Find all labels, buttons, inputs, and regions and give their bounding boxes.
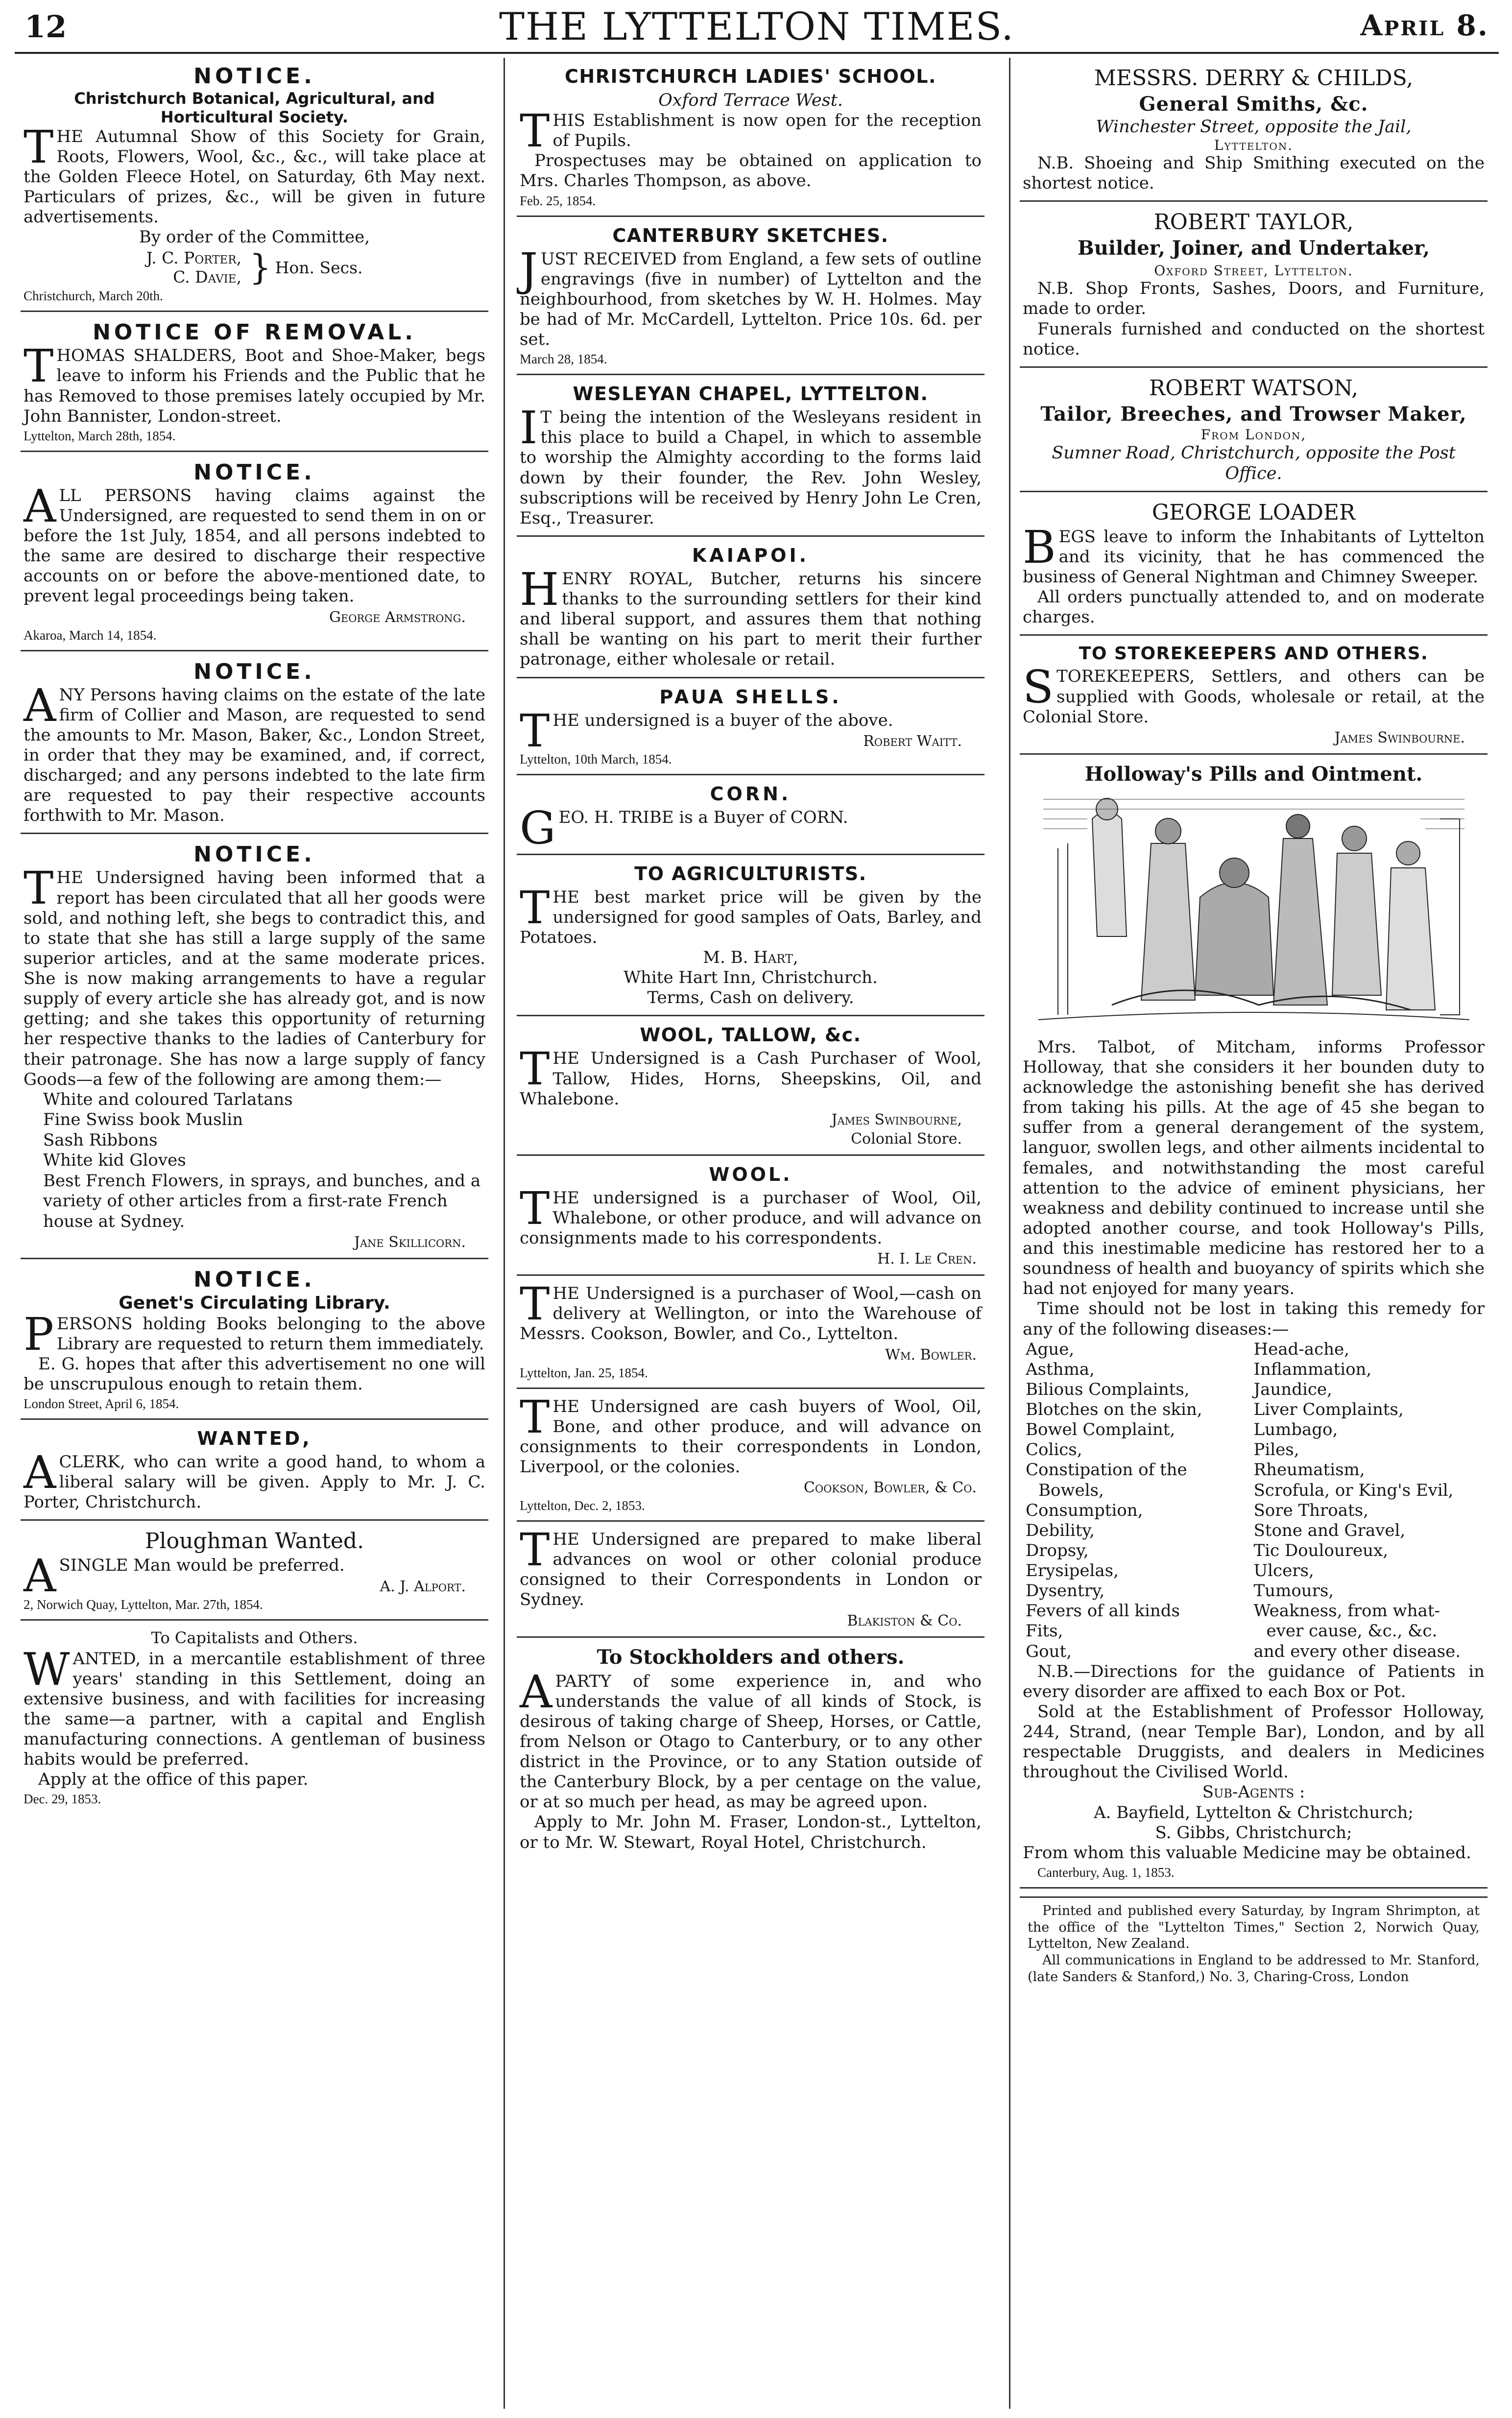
ad-from: From London, (1200, 426, 1307, 443)
ad-body (520, 881, 982, 948)
ad-trade: Builder, Joiner, and Undertaker, (1077, 237, 1430, 260)
ad-paua-shells (517, 686, 984, 775)
ad-order-line: By order of the Committee, (139, 227, 370, 247)
ad-wool-bowler (517, 1278, 984, 1389)
ad-heading: MESSRS. DERRY & CHILDS, (1094, 66, 1414, 91)
ad-body (24, 1446, 485, 1512)
list-item: White and coloured Tarlatans (43, 1089, 293, 1109)
ad-body (1023, 661, 1485, 727)
list-item: Dysentry, (1026, 1581, 1105, 1601)
column-divider (504, 58, 505, 2409)
sub-agent: A. Bayfield, Lyttelton & Christchurch; (1094, 1802, 1414, 1822)
ad-canterbury-sketches (517, 225, 984, 376)
list-item: ever cause, &c., &c. (1266, 1621, 1438, 1641)
ad-body (520, 1182, 982, 1248)
ad-body (520, 105, 982, 157)
ad-kaiapoi (517, 545, 984, 678)
list-item: Fevers of all kinds (1026, 1601, 1180, 1621)
ad-heading: WANTED, (197, 1428, 312, 1449)
ad-cookson-bowler (517, 1390, 984, 1522)
secs-label: Hon. Secs. (275, 258, 363, 277)
ad-text: LL PERSONS having claims against the Undersigned, are requested to send them in on or before the 1st July, 1854, and all persons indebted to the same are desired to discharge their respective accounts on or before the above-mentioned date, to prevent legal proceedings being taken. (24, 485, 485, 606)
ad-body (24, 1643, 485, 1770)
imprint-england-agent: All communications in England to be addressed to Mr. Stanford, (late Sanders & Stanford,) No. 3, Charing-Cross, London (1028, 1953, 1480, 1985)
disease-column-left (1026, 1340, 1254, 1662)
ad-text: ENRY ROYAL, Butcher, returns his sincere thanks to the surrounding settlers for their kind and liberal support, and assures them that nothing shall be wanting on his part to merit their further patronage, either wholesale or retail. (520, 569, 982, 670)
engraving-illustration (1038, 790, 1469, 1029)
column-3 (1020, 64, 1488, 2395)
ad-heading: KAIAPOI. (692, 544, 810, 566)
list-item: Ulcers, (1253, 1561, 1314, 1580)
ad-dateline: London Street, April 6, 1854. (24, 1396, 179, 1411)
ad-dateline: Lyttelton, Dec. 2, 1853. (520, 1498, 645, 1513)
ad-text: HE Undersigned is a purchaser of Wool,—cash on delivery at Wellington, or into the Warehouse of Messrs. Cookson, Bowler, and Co., Lyttelton. (520, 1284, 982, 1344)
ad-dateline: Lyttelton, March 28th, 1854. (24, 428, 176, 443)
drop-cap: T (520, 1043, 550, 1096)
ad-heading: NOTICE. (193, 459, 315, 485)
ad-text: EO. H. TRIBE is a Buyer of CORN. (558, 807, 848, 827)
ad-heading: NOTICE OF REMOVAL. (93, 320, 416, 345)
drop-cap: A (24, 1550, 56, 1603)
ad-body-2: Time should not be lost in taking this remedy for any of the following diseases:— (1023, 1299, 1485, 1339)
masthead-rule (15, 52, 1499, 54)
ad-heading: NOTICE. (193, 64, 315, 89)
list-item: Colics, (1026, 1440, 1082, 1460)
issue-date: April 8. (1360, 9, 1489, 42)
ad-derry-childs (1020, 66, 1488, 202)
ad-signer: Robert Waitt. (863, 732, 962, 750)
list-item: Scrofula, or King's Evil, (1253, 1480, 1454, 1500)
ad-dateline: Akaroa, March 14, 1854. (24, 627, 157, 643)
ad-body (520, 1043, 982, 1109)
hon-secs (24, 248, 485, 287)
ad-body (24, 479, 485, 607)
disease-list (1023, 1340, 1485, 1662)
ad-town: Lyttelton. (1214, 137, 1294, 153)
list-item: Fits, (1026, 1621, 1063, 1641)
drop-cap: S (1023, 661, 1054, 714)
ad-signer: Jane Skillicorn. (354, 1234, 466, 1251)
sec-name: C. Davie, (173, 267, 242, 287)
ad-address: Oxford Street, Lyttelton. (1154, 263, 1353, 279)
ad-body-2: Funerals furnished and conducted on the shortest notice. (1023, 319, 1485, 359)
list-item: Inflammation, (1253, 1359, 1372, 1379)
list-item: Blotches on the skin, (1026, 1400, 1202, 1419)
drop-cap: I (520, 402, 538, 455)
ad-body (520, 402, 982, 528)
ad-to-storekeepers (1020, 644, 1488, 754)
list-item: Weakness, from what- (1253, 1601, 1440, 1621)
ad-body (24, 120, 485, 228)
ad-george-loader (1020, 500, 1488, 636)
sub-agent: S. Gibbs, Christchurch; (1155, 1822, 1352, 1843)
masthead (15, 0, 1499, 54)
ad-signer: H. I. Le Cren. (877, 1250, 977, 1268)
list-item: Bowel Complaint, (1026, 1420, 1176, 1440)
ad-wool-le-cren (517, 1164, 984, 1276)
drop-cap: T (520, 105, 550, 157)
ad-text: CLERK, who can write a good hand, to whom a liberal salary will be given. Apply to Mr. J. C. Porter, Christchurch. (24, 1452, 485, 1512)
list-item: Head-ache, (1253, 1339, 1349, 1359)
ad-dateline: March 28, 1854. (520, 352, 607, 367)
list-item: Sore Throats, (1253, 1500, 1368, 1520)
drop-cap: P (24, 1308, 54, 1361)
ad-signer-place: Colonial Store. (851, 1130, 962, 1148)
list-item: Bowels, (1038, 1480, 1104, 1500)
ad-wool-tallow (517, 1024, 984, 1155)
ad-text: PARTY of some experience in, and who understands the value of all kinds of Stock, is desirous of taking charge of Sheep, Horses, or Cattle, from Nelson or Otago to Canterbury, or to any other district in the Province, or to any Station outside of the Canterbury Block, by a per centage on the value, or at so much per head, as may be agreed upon. (520, 1671, 982, 1812)
imprint-publisher: Printed and published every Saturday, by Ingram Shrimpton, at the office of the "Lyttelton Times," Section 2, Norwich Quay, Lyttelton, New Zealand. (1028, 1903, 1480, 1952)
ad-body (24, 340, 485, 427)
ad-trade: General Smiths, &c. (1139, 93, 1368, 116)
ad-dateline: Feb. 25, 1854. (520, 193, 596, 208)
ad-subheading: Genet's Circulating Library. (119, 1293, 390, 1314)
ad-address: Sumner Road, Christchurch, opposite the Post Office. (1052, 443, 1456, 483)
imprint (1020, 1896, 1488, 1992)
ad-body (520, 1524, 982, 1610)
ad-to-agriculturists (517, 863, 984, 1017)
ad-body-2: Prospectuses may be obtained on application to Mrs. Charles Thompson, as above. (520, 151, 982, 191)
ad-wanted-clerk (21, 1428, 488, 1521)
ad-armstrong-notice (21, 460, 488, 651)
list-item: Gout, (1026, 1641, 1072, 1661)
ad-dateline: 2, Norwich Quay, Lyttelton, Mar. 27th, 1854. (24, 1597, 263, 1612)
list-item: Piles, (1253, 1440, 1299, 1460)
ad-heading: WOOL, TALLOW, &c. (640, 1024, 862, 1046)
ad-heading: NOTICE. (193, 659, 315, 684)
ad-collier-mason-notice (21, 659, 488, 835)
drop-cap: T (520, 1390, 550, 1443)
ad-body (520, 801, 982, 854)
ad-nb: N.B.—Directions for the guidance of Patients in every disorder are affixed to each Box or Pot. (1023, 1661, 1485, 1701)
ad-signer: Cookson, Bowler, & Co. (803, 1479, 977, 1496)
ad-body (520, 1390, 982, 1478)
disease-column-right (1254, 1340, 1482, 1662)
ad-text: HE Undersigned is a Cash Purchaser of Wool, Tallow, Hides, Horns, Sheepskins, Oil, and Whalebone. (520, 1049, 982, 1109)
drop-cap: T (24, 862, 54, 915)
ad-text: HE Undersigned are prepared to make liberal advances on wool or other colonial produce consigned to their Correspondents in London or Sydney. (520, 1530, 982, 1610)
ad-heading: CORN. (710, 783, 792, 805)
drop-cap: A (24, 479, 56, 532)
drop-cap: G (520, 801, 556, 854)
ad-heading: NOTICE. (193, 842, 315, 867)
sub-agents-label: Sub-Agents : (1202, 1782, 1305, 1802)
ad-signer: Wm. Bowler. (885, 1346, 977, 1364)
ad-holloways-pills (1020, 763, 1488, 1889)
drop-cap: T (520, 704, 550, 757)
ad-signer: A. J. Alport. (380, 1578, 466, 1595)
drop-cap: T (24, 120, 54, 173)
ad-dateline: Canterbury, Aug. 1, 1853. (1037, 1865, 1175, 1880)
ad-text: HE Undersigned are cash buyers of Wool, Oil, Bone, and other produce, and will advance on consignments to their correspondents in London, Liverpool, or the colonies. (520, 1396, 982, 1477)
ad-from-whom: From whom this valuable Medicine may be obtained. (1023, 1843, 1471, 1863)
sec-names (146, 248, 245, 287)
ad-text: HE undersigned is a buyer of the above. (552, 710, 893, 730)
ad-text: NY Persons having claims on the estate of the late firm of Collier and Mason, are requested to send the amounts to Mr. Mason, Baker, &c., London Street, in order that they may be examined, and, if correct, discharged; and any persons indebted to the late firm are requested to pay their respective accounts forthwith to Mr. Mason. (24, 685, 485, 826)
drop-cap: B (1023, 521, 1056, 574)
ad-text: UST RECEIVED from England, a few sets of outline engravings (five in number) of Lyttelton and the neighbourhood, from sketches by W. H. Holmes. May be had of Mr. McCardell, Lyttelton. Price 10s. 6d. per set. (520, 249, 982, 349)
list-item: Debility, (1026, 1520, 1095, 1540)
ad-body (520, 243, 982, 350)
list-item: Best French Flowers, in sprays, and bunches, and a variety of other articles from a first-rate French house at Sydney. (43, 1171, 481, 1231)
ad-heading: ROBERT TAYLOR, (1153, 210, 1354, 235)
ad-heading: WOOL. (709, 1163, 792, 1185)
ad-heading: PAUA SHELLS. (659, 686, 842, 708)
ad-signer: M. B. Hart, (703, 948, 798, 967)
ad-body: N.B. Shop Fronts, Sashes, Doors, and Furniture, made to order. (1023, 279, 1485, 319)
list-item: and every other disease. (1253, 1641, 1461, 1661)
list-item: White kid Gloves (43, 1150, 186, 1171)
drop-cap: T (520, 1278, 550, 1331)
ad-signer: Blakiston & Co. (847, 1612, 962, 1629)
ad-heading: WESLEYAN CHAPEL, LYTTELTON. (573, 383, 929, 405)
column-2 (517, 64, 984, 2395)
drop-cap: W (24, 1643, 70, 1696)
ad-heading: GEORGE LOADER (1152, 500, 1356, 525)
drop-cap: T (24, 340, 54, 393)
list-item: Tic Douloureux, (1253, 1540, 1389, 1560)
ad-body: N.B. Shoeing and Ship Smithing executed on the shortest notice. (1023, 153, 1485, 193)
ad-notice-of-removal (21, 320, 488, 452)
list-item: Fine Swiss book Muslin (43, 1110, 243, 1130)
ad-signer: James Swinbourne. (1334, 729, 1465, 746)
drop-cap: H (520, 563, 559, 616)
ad-body-2: All orders punctually attended to, and on moderate charges. (1023, 587, 1485, 627)
ad-body (24, 1308, 485, 1361)
drop-cap: A (520, 1665, 552, 1718)
ad-text: SINGLE Man would be preferred. (59, 1556, 345, 1576)
ad-corn (517, 783, 984, 855)
ad-body-2: E. G. hopes that after this advertisement no one will be unscrupulous enough to retain them. (24, 1354, 485, 1394)
ad-terms: Terms, Cash on delivery. (647, 988, 854, 1008)
ad-text: HE Undersigned having been informed that a report has been circulated that all her goods were sold, and nothing left, she begs to contradict this, and to state that she has still a large supply of the same superior articles, and at the same moderate prices. She is now making arrangements to have a regular supply of every article she has already got, and is now getting; and she takes this opportunity of returning her respective thanks to the ladies of Canterbury for their patronage. She has now a large supply of fancy Goods—a few of the following are among them:— (24, 868, 485, 1089)
list-item: Bilious Complaints, (1026, 1379, 1190, 1399)
ad-text: HE undersigned is a purchaser of Wool, Oil, Whalebone, or other produce, and will advance on consignments made to his correspondents. (520, 1188, 982, 1248)
ad-ploughman-wanted (21, 1529, 488, 1620)
ad-dateline: Lyttelton, Jan. 25, 1854. (520, 1365, 648, 1380)
ad-to-capitalists (21, 1628, 488, 1814)
column-divider (1009, 58, 1010, 2409)
ad-heading: Ploughman Wanted. (144, 1529, 364, 1554)
page-number: 12 (24, 9, 67, 45)
ad-text: EGS leave to inform the Inhabitants of Lyttelton and its vicinity, that he has commenced the business of General Nightman and Chimney Sweeper. (1023, 527, 1485, 587)
ad-signer: James Swinbourne, (831, 1111, 962, 1128)
ad-body (24, 679, 485, 826)
ad-heading: NOTICE. (193, 1267, 315, 1293)
ad-dateline: Christchurch, March 20th. (24, 288, 163, 304)
ad-text: ANTED, in a mercantile establishment of three years' standing in this Settlement, doing an extensive business, and with facilities for increasing the same—a partner, with a capital and English manufacturing connections. A gentleman of business habits would be preferred. (24, 1649, 485, 1770)
ad-text: ERSONS holding Books belonging to the above Library are requested to return them immediately. (56, 1314, 485, 1354)
ad-genet-library (21, 1267, 488, 1420)
ad-body (520, 1278, 982, 1344)
ad-blakiston (517, 1524, 984, 1638)
testimonial: Mrs. Talbot, of Mitcham, informs Professor Holloway, that she considers it her bounden duty to acknowledge the astonishing benefit she has derived from taking his pills. At the age of 45 she began to suffer from a general derangement of the system, languor, swollen legs, and other ailments incidental to females, and notwithstanding the most careful attention to the advice of eminent physicians, her weakness and debility continued to increase until she adopted another course, and took Holloway's Pills, and this inestimable medicine has restored her to a soundness of health and buoyancy of spirits which she had not enjoyed for many years. (1023, 1037, 1485, 1299)
drop-cap: T (520, 1524, 550, 1576)
ad-body (1023, 521, 1485, 587)
list-item: Ague, (1026, 1339, 1075, 1359)
ad-text: HIS Establishment is now open for the reception of Pupils. (552, 111, 982, 151)
drop-cap: A (24, 679, 56, 732)
newspaper-title: THE LYTTELTON TIMES. (499, 5, 1015, 49)
ad-body (24, 862, 485, 1089)
ad-heading: TO STOREKEEPERS AND OTHERS. (1079, 644, 1429, 664)
ad-text: T being the intention of the Wesleyans resident in this place to build a Chapel, in which to assemble to worship the Almighty according to the forms laid down by their founder, the Rev. John Wesley, subscriptions will be received by Henry John Le Cren, Esq., Treasurer. (520, 407, 982, 528)
list-item: Sash Ribbons (43, 1130, 158, 1150)
ad-skillicorn-notice (21, 842, 488, 1259)
drop-cap: J (520, 243, 538, 296)
ad-subheading: Oxford Terrace West. (658, 91, 843, 110)
ad-text: HOMAS SHALDERS, Boot and Shoe-Maker, begs leave to inform his Friends and the Public that he has Removed to those premises lately occupied by Mr. John Bannister, London-street. (24, 346, 485, 426)
list-item: Constipation of the (1026, 1460, 1187, 1480)
ad-heading: Holloway's Pills and Ointment. (1084, 762, 1423, 786)
ad-heading: To Capitalists and Others. (151, 1628, 358, 1647)
list-item: Erysipelas, (1026, 1561, 1119, 1580)
list-item: Rheumatism, (1253, 1460, 1365, 1480)
ad-heading: To Stockholders and others. (597, 1645, 905, 1669)
ad-text: HE Autumnal Show of this Society for Grain, Roots, Flowers, Wool, &c., &c., will take place at the Golden Fleece Hotel, on Saturday, 6th May next. Particulars of prizes, &c., will be given in future advertisements. (24, 126, 485, 227)
list-item: Tumours, (1253, 1581, 1334, 1601)
ad-signer: George Armstrong. (329, 608, 466, 626)
ad-wesleyan-chapel (517, 383, 984, 537)
column-1 (21, 64, 488, 2395)
ad-robert-taylor (1020, 210, 1488, 368)
ad-dateline: Lyttelton, 10th March, 1854. (520, 751, 672, 766)
drop-cap: T (520, 881, 550, 934)
ad-trade: Tailor, Breeches, and Trowser Maker, (1040, 402, 1467, 426)
list-item: Stone and Gravel, (1253, 1520, 1406, 1540)
drop-cap: T (520, 1182, 550, 1235)
ad-subheading: Christchurch Botanical, Agricultural, and Horticultural Society. (74, 89, 435, 126)
list-item: Lumbago, (1253, 1420, 1338, 1440)
list-item: Jaundice, (1253, 1379, 1332, 1399)
ad-dateline: Dec. 29, 1853. (24, 1792, 101, 1807)
ad-address: Winchester Street, opposite the Jail, (1096, 117, 1412, 137)
ad-body (520, 563, 982, 670)
brace-glyph: } (249, 247, 271, 288)
ad-address: White Hart Inn, Christchurch. (624, 968, 878, 988)
list-item: Asthma, (1026, 1359, 1095, 1379)
drop-cap: A (24, 1446, 56, 1499)
ad-heading: CHRISTCHURCH LADIES' SCHOOL. (565, 66, 936, 87)
ad-heading: TO AGRICULTURISTS. (634, 862, 867, 885)
ad-text: TOREKEEPERS, Settlers, and others can be supplied with Goods, wholesale or retail, at the Colonial Store. (1023, 667, 1485, 727)
ad-heading: CANTERBURY SKETCHES. (612, 224, 889, 246)
ad-sold-at: Sold at the Establishment of Professor Holloway, 244, Strand, (near Temple Bar), London, and by all respectable Druggists, and dealers in Medicines throughout the Civilised World. (1023, 1701, 1485, 1782)
ad-ladies-school (517, 66, 984, 217)
ad-body (520, 1665, 982, 1813)
ad-body-2: Apply to Mr. John M. Fraser, London-st., Lyttelton, or to Mr. W. Stewart, Royal Hotel, Christchurch. (520, 1812, 982, 1852)
ad-to-stockholders (517, 1646, 984, 1860)
ad-botanical-society (21, 64, 488, 312)
ad-heading: ROBERT WATSON, (1149, 375, 1358, 401)
list-item: Liver Complaints, (1253, 1400, 1404, 1419)
ad-robert-watson (1020, 376, 1488, 492)
ad-text: HE best market price will be given by the undersigned for good samples of Oats, Barley, and Potatoes. (520, 887, 982, 947)
list-item: Dropsy, (1026, 1540, 1089, 1560)
goods-list (24, 1090, 485, 1232)
list-item: Consumption, (1026, 1500, 1143, 1520)
ad-body-2: Apply at the office of this paper. (38, 1770, 309, 1790)
sec-name: J. C. Porter, (146, 248, 242, 268)
